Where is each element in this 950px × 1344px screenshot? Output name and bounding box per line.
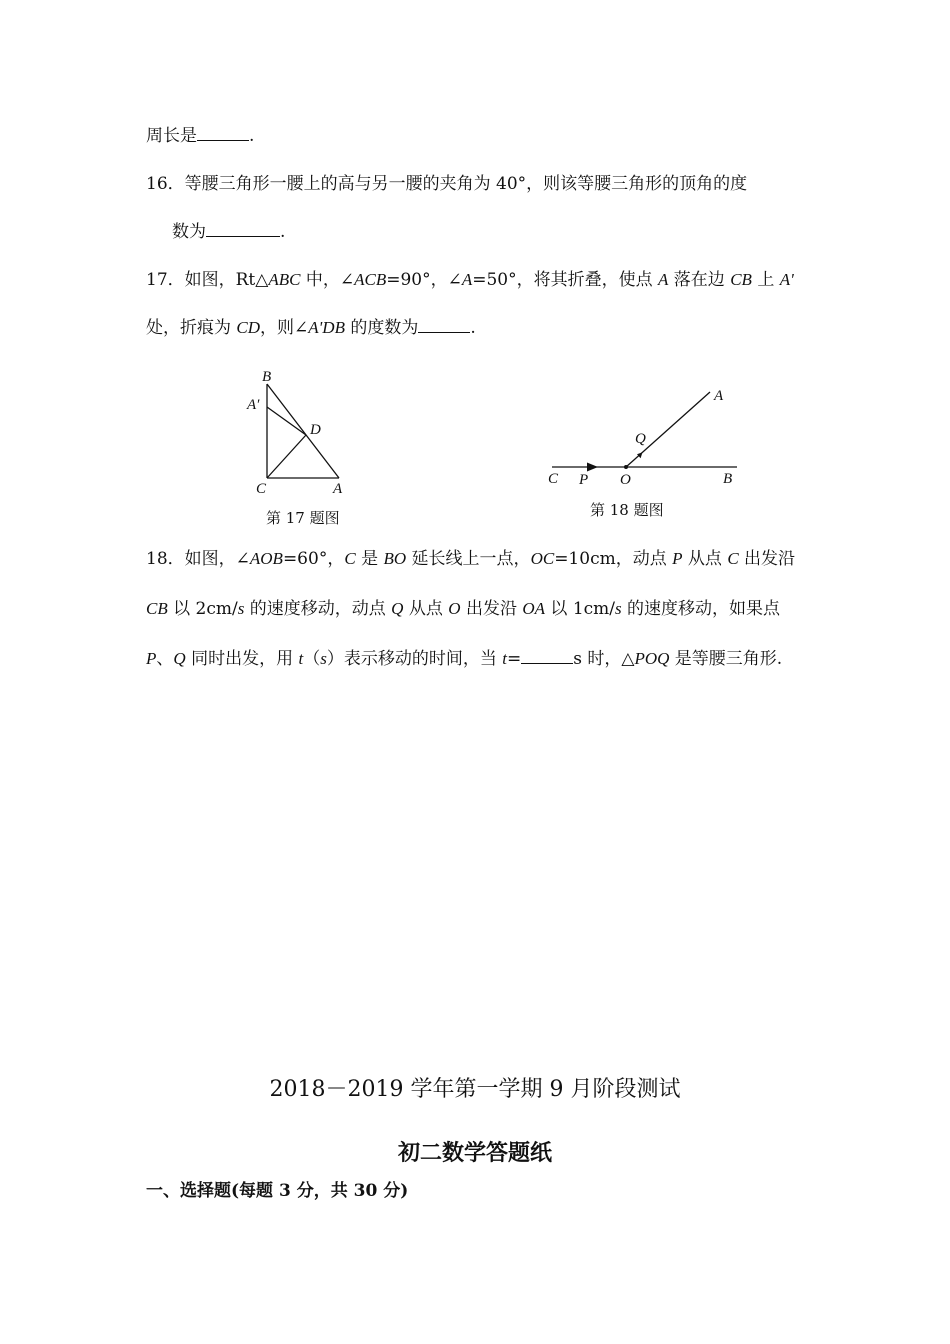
q17-line1: 17．如图，Rt△ABC 中，∠ACB=90°，∠A=50°，将其折叠，使点 A 落在边 CB 上 A' [146, 270, 794, 290]
answer-sheet-title: 2018－2019 学年第一学期 9 月阶段测试 [269, 1077, 681, 1102]
answer-blank [521, 648, 573, 664]
answer-blank [197, 125, 249, 141]
arrow-Q-icon [637, 452, 643, 458]
label-A: A [333, 481, 343, 497]
label-Q: Q [635, 431, 646, 447]
label-A: A [714, 388, 724, 404]
label-D: D [310, 422, 321, 438]
label-C: C [256, 481, 267, 497]
label-B: B [723, 471, 733, 487]
answer-blank [206, 221, 280, 237]
answer-blank [418, 317, 470, 333]
figure-17-caption: 第 17 题图 [266, 509, 340, 527]
label-P: P [579, 472, 589, 488]
label-A-prime: A′ [247, 397, 260, 413]
q18-line3: P、Q 同时出发，用 t（s）表示移动的时间，当 t= s 时，△POQ 是等腰三角形. [146, 649, 783, 669]
q18-line2: CB 以 2cm/s 的速度移动，动点 Q 从点 O 出发沿 OA 以 1cm/s 的速度移动，如果点 [146, 599, 781, 619]
q18-line1: 18．如图，∠AOB=60°，C 是 BO 延长线上一点，OC=10cm，动点 P 从点 C 出发沿 [146, 549, 796, 569]
figure-17 [240, 362, 360, 502]
label-B: B [262, 369, 272, 385]
figure-18-caption: 第 18 题图 [590, 501, 664, 519]
q17-line2: 处，折痕为 CD，则∠A'DB 的度数为 . [146, 318, 476, 338]
section-heading: 一、选择题(每题 3 分，共 30 分) [146, 1181, 409, 1201]
label-C: C [548, 471, 559, 487]
q15-tail: 周长是 . [146, 126, 255, 146]
answer-sheet-subtitle: 初二数学答题纸 [397, 1140, 552, 1166]
q16-line2: 数为 . [172, 222, 286, 242]
figure-18 [540, 380, 750, 490]
label-O: O [620, 472, 631, 488]
q16-line1: 16．等腰三角形一腰上的高与另一腰的夹角为 40°，则该等腰三角形的顶角的度 [146, 174, 748, 194]
arrow-P-icon [587, 463, 598, 472]
